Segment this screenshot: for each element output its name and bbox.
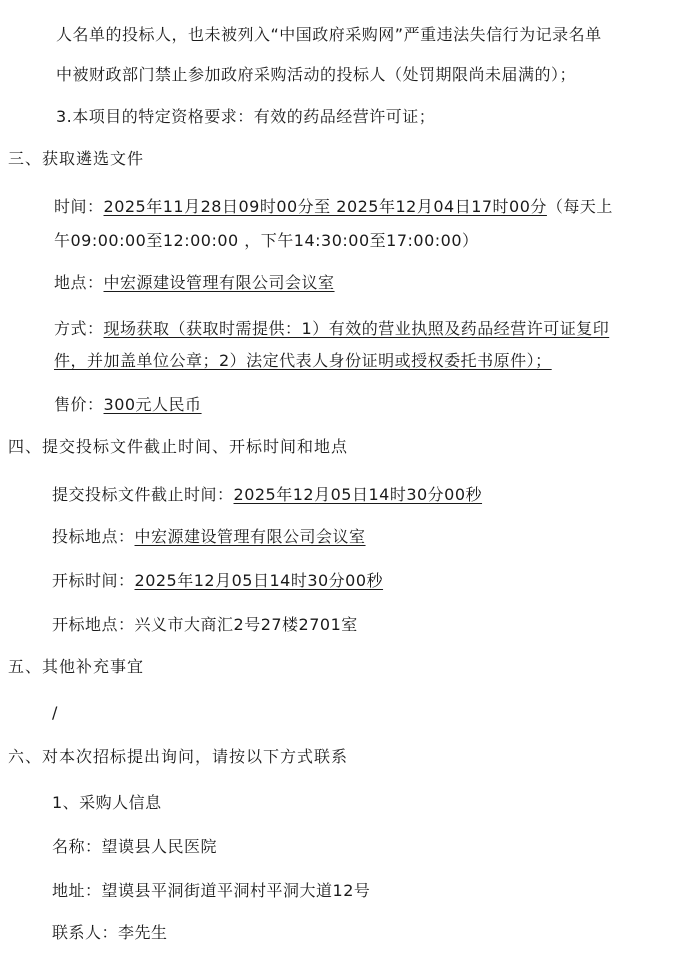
place-label: 地点：: [54, 273, 104, 292]
time-row: [54, 196, 613, 218]
section-3-heading: 三、获取遴选文件: [8, 149, 145, 168]
purchaser-name-row: [52, 836, 217, 858]
open-place-label: 开标地点：: [52, 615, 135, 634]
open-time-label: 开标时间：: [52, 571, 135, 590]
purchaser-address-label: 地址：: [52, 881, 102, 900]
price-row: [54, 394, 202, 416]
contact-value: 李先生: [118, 923, 168, 942]
deadline-label: 提交投标文件截止时间：: [52, 485, 234, 504]
place-value: 中宏源建设管理有限公司会议室: [103, 273, 335, 292]
section-5-content: /: [52, 703, 58, 722]
price-label: 售价：: [54, 395, 104, 414]
price-value: 300元人民币: [103, 395, 202, 414]
deadline-row: [52, 484, 482, 506]
time-value: 2025年11月28日09时00分至 2025年12月04日17时00分: [103, 197, 547, 216]
bid-place-row: [52, 526, 366, 548]
open-place-row: [52, 614, 358, 636]
place-row: [54, 272, 335, 294]
bid-place-label: 投标地点：: [52, 527, 135, 546]
purchaser-info-heading: 1、采购人信息: [52, 793, 162, 812]
contact-row: [52, 922, 168, 944]
open-time-row: [52, 570, 383, 592]
method-value-2: 件，并加盖单位公章；2）法定代表人身份证明或授权委托书原件）；: [54, 351, 552, 370]
section-4-heading: 四、提交投标文件截止时间、开标时间和地点: [8, 437, 349, 456]
purchaser-name-label: 名称：: [52, 837, 102, 856]
method-value-1: 现场获取（获取时需提供：1）有效的营业执照及药品经营许可证复印: [103, 319, 610, 338]
method-label: 方式：: [54, 319, 104, 338]
intro-line-3: 3.本项目的特定资格要求：有效的药品经营许可证；: [56, 107, 436, 126]
bid-place-value: 中宏源建设管理有限公司会议室: [134, 527, 366, 546]
purchaser-name-value: 望谟县人民医院: [101, 837, 218, 856]
purchaser-address-value: 望谟县平洞街道平洞村平洞大道12号: [101, 881, 371, 900]
purchaser-address-row: [52, 880, 370, 902]
section-6-heading: 六、对本次招标提出询问，请按以下方式联系: [8, 747, 349, 766]
section-5-heading: 五、其他补充事宜: [8, 657, 145, 676]
intro-line-2: 中被财政部门禁止参加政府采购活动的投标人（处罚期限尚未届满的）；: [56, 65, 577, 84]
open-time-value: 2025年12月05日14时30分00秒: [134, 571, 384, 590]
time-rest: （每天上: [546, 197, 613, 216]
intro-line-1: 人名单的投标人，也未被列入“中国政府采购网”严重违法失信行为记录名单: [56, 25, 602, 44]
open-place-value: 兴义市大商汇2号27楼2701室: [134, 615, 358, 634]
time-row-2: 午09:00:00至12:00:00 ，下午14:30:00至17:00:00）: [54, 231, 479, 250]
method-row: [54, 318, 609, 340]
contact-label: 联系人：: [52, 923, 119, 942]
time-label: 时间：: [54, 197, 104, 216]
deadline-value: 2025年12月05日14时30分00秒: [233, 485, 483, 504]
